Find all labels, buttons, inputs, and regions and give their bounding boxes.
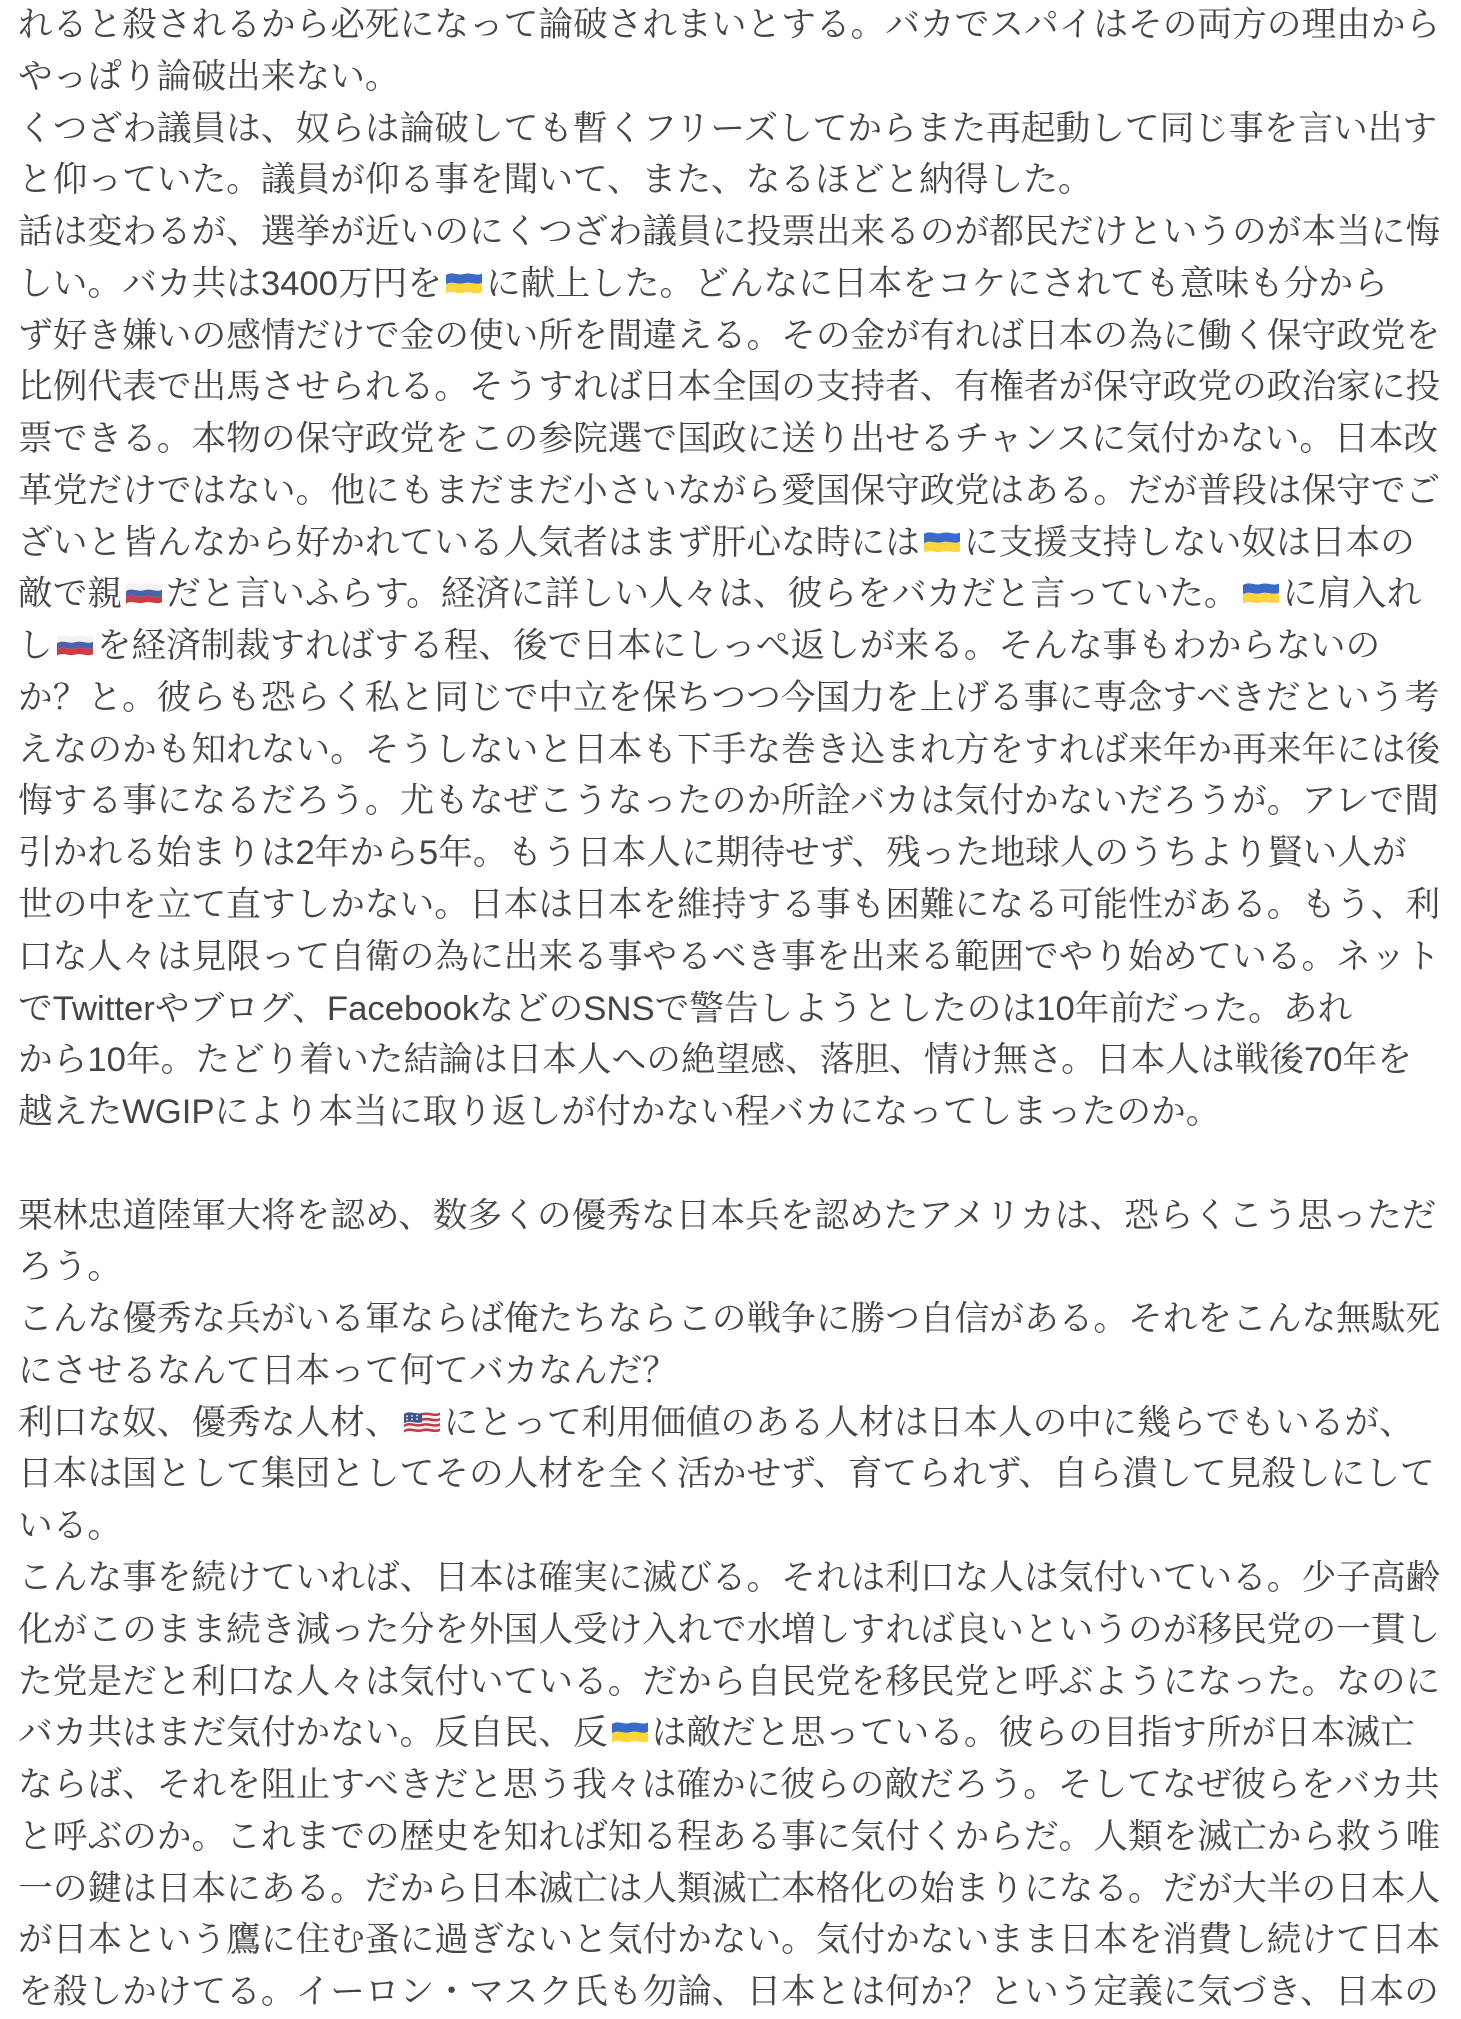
text-run: た党是だと利口な人々は気付いている。だから自民党を移民党と呼ぶようになった。なのに: [18, 1662, 1441, 1701]
text-line: [18, 362, 1443, 414]
text-line: [18, 673, 1443, 725]
text-run: 越えたWGIPにより本当に取り返しが付かない程バカになってしまったのか。: [18, 1093, 1221, 1132]
text-line: [18, 0, 1443, 52]
text-line: [18, 569, 1443, 621]
text-run: 比例代表で出馬させられる。そうすれば日本全国の支持者、有権者が保守政党の政治家に投: [18, 368, 1441, 407]
text-run: は敵だと思っている。彼らの目指す所が日本滅亡: [651, 1714, 1415, 1753]
text-run: と仰っていた。議員が仰る事を聞いて、また、なるほどと納得した。: [18, 161, 1093, 200]
text-line: [18, 1035, 1443, 1087]
text-line: [18, 518, 1443, 570]
flag-russia-icon: [55, 631, 95, 661]
text-line: [18, 1346, 1443, 1398]
text-run: 引かれる始まりは2年から5年。もう日本人に期待せず、残った地球人のうちより賢い人が: [18, 834, 1407, 873]
flag-ukraine-icon: [1241, 579, 1281, 609]
text-run: バカ共はまだ気付かない。反自民、反: [18, 1714, 608, 1753]
text-line: [18, 1501, 1443, 1553]
text-run: にさせるなんて日本って何てバカなんだ？: [18, 1351, 678, 1390]
text-run: しい。バカ共は3400万円を: [18, 264, 443, 303]
text-line: [18, 1708, 1443, 1760]
text-run: ざいと皆んなから好かれている人気者はまず肝心な時には: [18, 523, 920, 562]
text-line: [18, 828, 1443, 880]
text-line: [18, 155, 1443, 207]
text-run: こんな優秀な兵がいる軍ならば俺たちならこの戦争に勝つ自信がある。それをこんな無駄死: [18, 1300, 1441, 1339]
flag-russia-icon: [124, 579, 164, 609]
text-run: えなのかも知れない。そうしないと日本も下手な巻き込まれ方をすれば来年か再来年には後: [18, 730, 1441, 769]
text-line: [18, 1605, 1443, 1657]
text-line: [18, 621, 1443, 673]
text-line: [18, 932, 1443, 984]
text-run: くつざわ議員は、奴らは論破しても暫くフリーズしてからまた再起動して同じ事を言い出す: [18, 109, 1438, 148]
text-line: [18, 984, 1443, 1036]
text-run: 日本は国として集団としてその人材を全く活かせず、育てられず、自ら潰して見殺しにして: [18, 1455, 1435, 1494]
text-run: を経済制裁すればする程、後で日本にしっぺ返しが来る。そんな事もわからないの: [96, 627, 1381, 666]
text-line: [18, 1449, 1443, 1501]
text-run: 化がこのまま続き減った分を外国人受け入れで水増しすれば良いというのが移民党の一貫し: [18, 1610, 1441, 1649]
text-line: [18, 1242, 1443, 1294]
text-run: に支援支持しない奴は日本の: [963, 523, 1415, 562]
text-run: に肩入れ: [1282, 575, 1422, 614]
text-run: こんな事を続けていれば、日本は確実に滅びる。それは利口な人は気付いている。少子高齢: [18, 1558, 1441, 1597]
text-line: [18, 1191, 1443, 1243]
text-run: を殺しかけてる。イーロン・マスク氏も勿論、日本とは何か？という定義に気づき、日本の: [18, 1973, 1439, 2012]
text-run: 悔する事になるだろう。尤もなぜこうなったのか所詮バカは気付かないだろうが。アレで間: [18, 782, 1439, 821]
text-run: か？と。彼らも恐らく私と同じで中立を保ちつつ今国力を上げる事に専念すべきだという考: [18, 678, 1440, 717]
text-line: [18, 207, 1443, 259]
text-line: [18, 104, 1443, 156]
text-run: れると殺されるから必死になって論破されまいとする。バカでスパイはその両方の理由から: [18, 6, 1441, 44]
text-line: [18, 1812, 1443, 1864]
text-run: 栗林忠道陸軍大将を認め、数多くの優秀な日本兵を認めたアメリカは、恐らくこう思っただ: [18, 1196, 1437, 1235]
text-run: だと言いふらす。経済に詳しい人々は、彼らをバカだと言っていた。: [166, 575, 1239, 614]
flag-ukraine-icon: [444, 269, 484, 299]
text-line: [18, 1553, 1443, 1605]
text-run: 革党だけではない。他にもまだまだ小さいながら愛国保守政党はある。だが普段は保守でご: [18, 471, 1441, 510]
text-line: [18, 1760, 1443, 1812]
text-run: と呼ぶのか。これまでの歴史を知れば知る程ある事に気付くからだ。人類を滅亡から救う唯: [18, 1817, 1441, 1856]
text-run: ならば、それを阻止すべきだと思う我々は確かに彼らの敵だろう。そしてなぜ彼らをバカ共: [18, 1766, 1440, 1805]
text-run: が日本という鷹に住む蚤に過ぎないと気付かない。気付かないまま日本を消費し続けて日本: [18, 1921, 1441, 1960]
text-run: にとって利用価値のある人材は日本人の中に幾らでもいるが、: [443, 1403, 1414, 1442]
text-run: に献上した。どんなに日本をコケにされても意味も分から: [486, 264, 1388, 303]
text-line: [18, 776, 1443, 828]
text-run: でTwitterやブログ、FacebookなどのSNSで警告しようとしたのは10年前だった。あれ: [18, 989, 1353, 1028]
text-line: [18, 880, 1443, 932]
text-run: 票できる。本物の保守政党をこの参院選で国政に送り出せるチャンスに気付かない。日本改: [18, 420, 1439, 459]
text-line: [18, 52, 1443, 104]
text-line: [18, 1398, 1443, 1450]
text-line: [18, 414, 1443, 466]
text-line: [18, 259, 1443, 311]
flag-ukraine-icon: [922, 528, 962, 558]
text-run: から10年。たどり着いた結論は日本人への絶望感、落胆、情け無さ。日本人は戦後70年を: [18, 1041, 1412, 1080]
text-line: [18, 725, 1443, 777]
text-line: [18, 466, 1443, 518]
text-run: 話は変わるが、選挙が近いのにくつざわ議員に投票出来るのが都民だけというのが本当に悔: [18, 213, 1441, 252]
text-run: いる。: [18, 1507, 123, 1546]
text-run: 世の中を立て直すしかない。日本は日本を維持する事も困難になる可能性がある。もう、利: [18, 886, 1441, 925]
flag-ukraine-icon: [610, 1718, 650, 1748]
flag-usa-icon: [402, 1408, 442, 1438]
text-line: [18, 311, 1443, 363]
text-run: 口な人々は見限って自衛の為に出来る事やるべき事を出来る範囲でやり始めている。ネット: [18, 937, 1441, 976]
text-line: [18, 1087, 1443, 1139]
text-run: ず好き嫌いの感情だけで金の使い所を間違える。その金が有れば日本の為に働く保守政党を: [18, 316, 1441, 355]
text-run: 一の鍵は日本にある。だから日本滅亡は人類滅亡本格化の始まりになる。だが大半の日本人: [18, 1869, 1441, 1908]
text-line: [18, 1294, 1443, 1346]
text-run: 敵で親: [18, 575, 123, 614]
blank-line: [18, 1139, 1443, 1191]
text-run: 利口な奴、優秀な人材、: [18, 1403, 400, 1442]
text-run: やっぱり論破出来ない。: [18, 57, 400, 96]
text-line: [18, 1915, 1443, 1967]
text-line: [18, 1657, 1443, 1709]
text-run: ろう。: [18, 1248, 123, 1287]
text-run: し: [18, 627, 53, 666]
text-line: [18, 1967, 1443, 2019]
text-line: [18, 1864, 1443, 1916]
